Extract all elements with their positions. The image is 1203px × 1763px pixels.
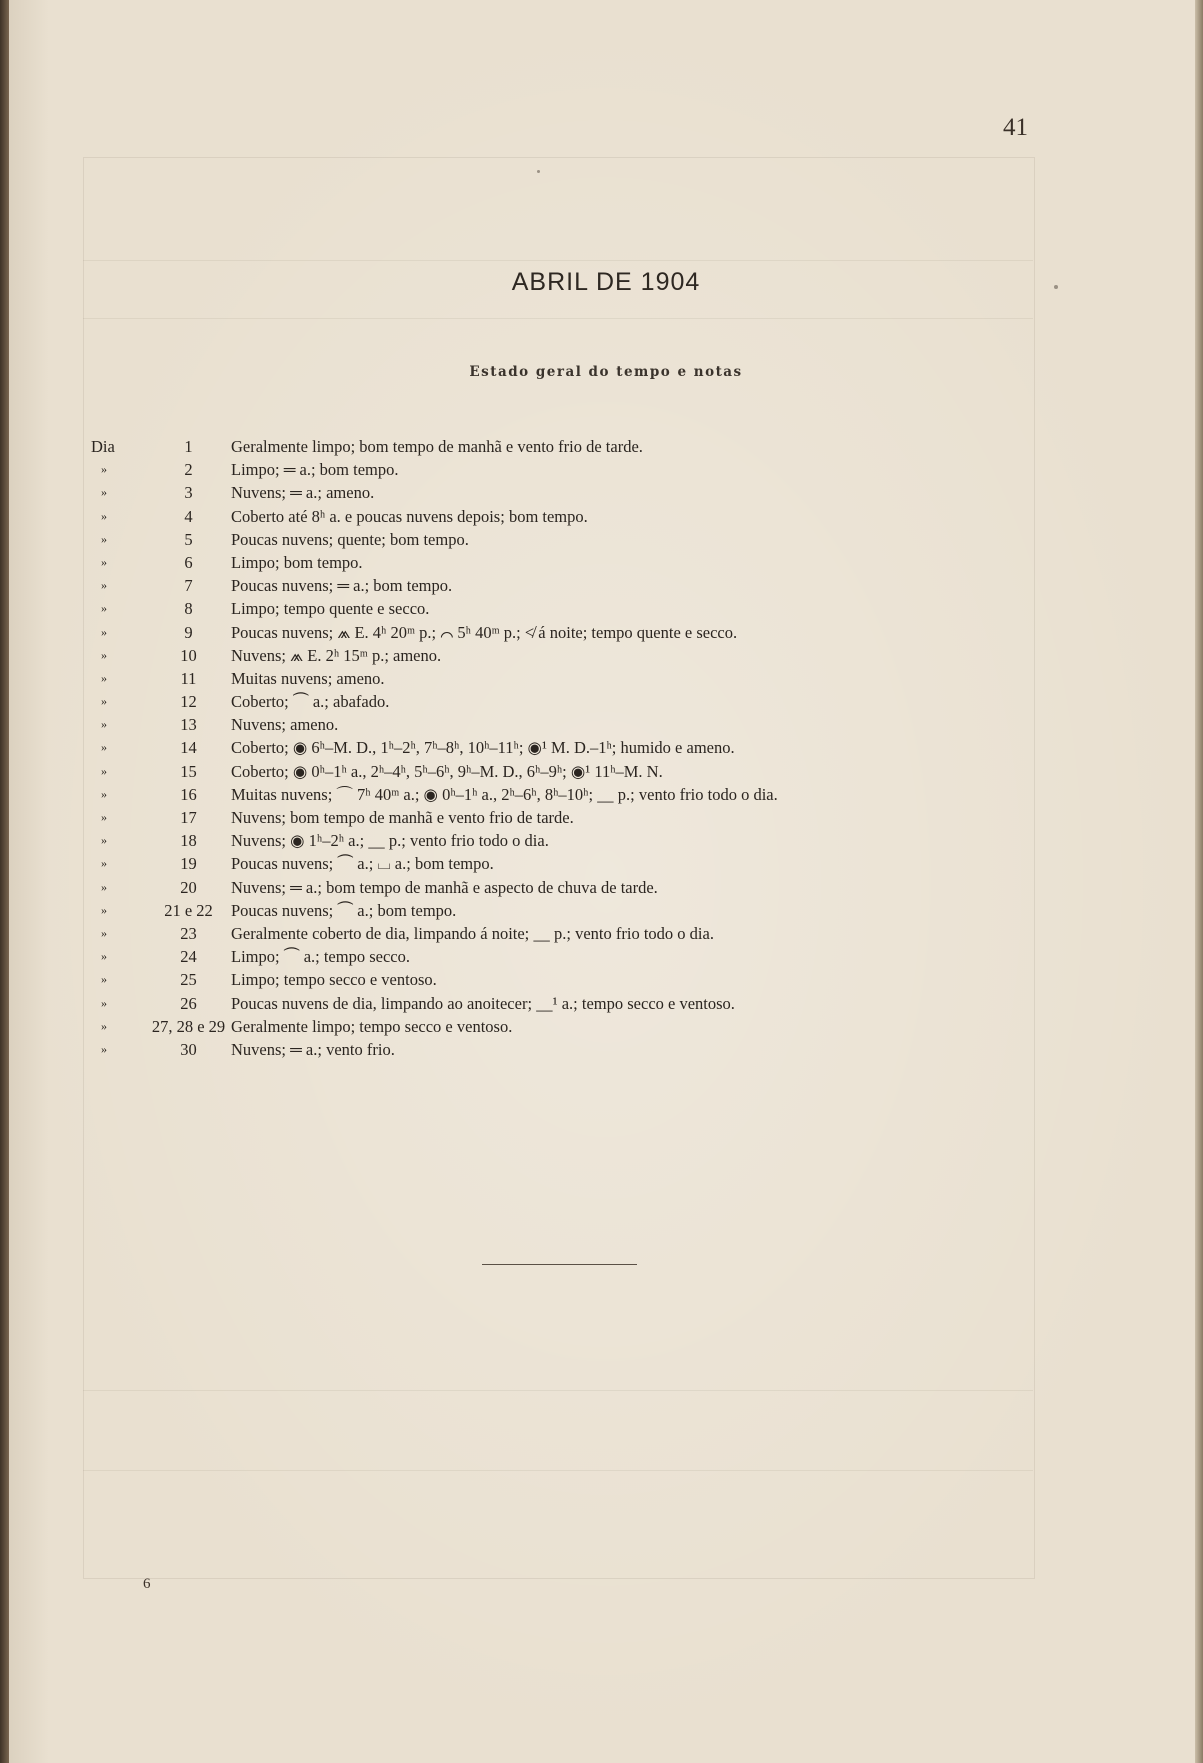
ditto-mark: » — [101, 833, 107, 848]
weather-note: Muitas nuvens; ⌒ 7ʰ 40ᵐ a.; ◉ 0ʰ–1ʰ a., 2ʰ–6ʰ, 8ʰ–10ʰ; ⸏ p.; vento frio todo o dia. — [231, 784, 778, 804]
day-entry-row — [81, 829, 1021, 852]
ditto-mark: » — [101, 763, 107, 778]
document-page — [9, 0, 1203, 1763]
weather-note: Poucas nuvens; quente; bom tempo. — [231, 529, 469, 549]
day-number: 5 — [184, 529, 193, 549]
day-number: 23 — [180, 923, 197, 943]
day-number: 25 — [180, 970, 197, 990]
ditto-mark: » — [101, 670, 107, 685]
day-entry-row — [81, 481, 1021, 504]
weather-notes-list — [81, 435, 1021, 1061]
day-entry-row — [81, 852, 1021, 875]
weather-note: Nuvens; ameno. — [231, 715, 339, 735]
bleed-through-line — [83, 1390, 1033, 1391]
ditto-mark: » — [101, 462, 107, 477]
ditto-mark: » — [101, 902, 107, 917]
weather-note: Poucas nuvens; ⏜ a.; bom tempo. — [231, 900, 457, 920]
day-entry-row — [81, 505, 1021, 528]
binding-spine — [0, 0, 9, 1763]
day-entry-row — [81, 713, 1021, 736]
weather-note: Muitas nuvens; ameno. — [231, 668, 385, 688]
day-entry-row — [81, 621, 1021, 644]
weather-note: Poucas nuvens; ⩕ E. 4ʰ 20ᵐ p.; ⌒ 5ʰ 40ᵐ p.; ≮ á noite; tempo quente e secco. — [231, 622, 738, 642]
day-entry-row — [81, 528, 1021, 551]
bleed-through-line — [83, 318, 1033, 319]
day-entry-row — [81, 783, 1021, 806]
ditto-mark: » — [101, 949, 107, 964]
ditto-mark: » — [101, 647, 107, 662]
ditto-mark: » — [101, 624, 107, 639]
ditto-mark: » — [101, 485, 107, 500]
day-entry-row — [81, 968, 1021, 991]
ditto-mark: » — [101, 925, 107, 940]
weather-note: Coberto até 8ʰ a. e poucas nuvens depois; bom tempo. — [231, 506, 588, 526]
day-entry-row — [81, 922, 1021, 945]
weather-note: Nuvens; ═ a.; vento frio. — [231, 1039, 395, 1059]
day-number: 15 — [180, 761, 197, 781]
weather-note: Limpo; tempo secco e ventoso. — [231, 970, 437, 990]
weather-note: Limpo; tempo quente e secco. — [231, 599, 430, 619]
weather-note: Poucas nuvens de dia, limpando ao anoitecer; ⸏¹ a.; tempo secco e ventoso. — [231, 993, 735, 1013]
ditto-mark: » — [101, 554, 107, 569]
day-number: 26 — [180, 993, 197, 1013]
day-number: 7 — [184, 576, 193, 596]
ditto-mark: » — [101, 995, 107, 1010]
page-edge — [1195, 0, 1203, 1763]
day-entry-row — [81, 899, 1021, 922]
day-entry-row — [81, 574, 1021, 597]
ditto-mark: » — [101, 740, 107, 755]
day-number: 14 — [180, 738, 197, 758]
bleed-through-line — [83, 260, 1033, 261]
day-number: 10 — [180, 645, 197, 665]
ditto-mark: » — [101, 508, 107, 523]
day-number: 9 — [184, 622, 193, 642]
day-label: Dia — [91, 437, 115, 456]
day-entry-row — [81, 760, 1021, 783]
ditto-mark: » — [101, 972, 107, 987]
day-number: 17 — [180, 808, 197, 827]
day-entry-row — [81, 597, 1021, 620]
day-number: 12 — [180, 692, 197, 712]
day-number: 1 — [184, 437, 193, 456]
weather-note: Limpo; ═ a.; bom tempo. — [231, 460, 399, 480]
weather-note: Limpo; ⏜ a.; tempo secco. — [231, 947, 410, 967]
day-number: 19 — [180, 854, 197, 874]
ditto-mark: » — [101, 578, 107, 593]
ditto-mark: » — [101, 717, 107, 732]
weather-note: Poucas nuvens; ⏜ a.; ⌴ a.; bom tempo. — [231, 854, 494, 874]
section-subtitle: Estado geral do tempo e notas — [469, 364, 743, 380]
day-entry-row — [81, 435, 1021, 458]
day-number: 8 — [184, 599, 193, 619]
weather-note: Nuvens; ⩕ E. 2ʰ 15ᵐ p.; ameno. — [231, 645, 442, 665]
paper-speck — [537, 170, 540, 173]
weather-note: Coberto; ◉ 6ʰ–M. D., 1ʰ–2ʰ, 7ʰ–8ʰ, 10ʰ–11ʰ; ◉¹ M. D.–1ʰ; humido e ameno. — [231, 738, 735, 758]
day-entry-row — [81, 458, 1021, 481]
ditto-mark: » — [101, 531, 107, 546]
weather-note: Nuvens; bom tempo de manhã e vento frio de tarde. — [231, 808, 574, 827]
weather-note: Nuvens; ═ a.; bom tempo de manhã e aspecto de chuva de tarde. — [231, 877, 658, 897]
day-number: 20 — [180, 877, 197, 897]
day-entry-row — [81, 644, 1021, 667]
bleed-through-line — [83, 1470, 1033, 1471]
day-number: 4 — [184, 506, 193, 526]
day-number: 21 e 22 — [164, 900, 213, 920]
ditto-mark: » — [101, 694, 107, 709]
day-number: 13 — [180, 715, 197, 735]
ditto-mark: » — [101, 1041, 107, 1056]
weather-note: Geralmente limpo; tempo secco e ventoso. — [231, 1016, 513, 1036]
weather-note: Nuvens; ◉ 1ʰ–2ʰ a.; ⸏ p.; vento frio todo o dia. — [231, 831, 549, 851]
page-title: ABRIL DE 1904 — [511, 268, 701, 296]
ditto-mark: » — [101, 856, 107, 871]
weather-note: Nuvens; ═ a.; ameno. — [231, 483, 375, 503]
weather-note: Poucas nuvens; ═ a.; bom tempo. — [231, 576, 453, 596]
weather-note: Geralmente limpo; bom tempo de manhã e vento frio de tarde. — [231, 437, 643, 456]
day-entry-row — [81, 1038, 1021, 1061]
ditto-mark: » — [101, 786, 107, 801]
day-number: 11 — [180, 668, 197, 688]
day-entry-row — [81, 736, 1021, 759]
ditto-mark: » — [101, 601, 107, 616]
weather-note: Geralmente coberto de dia, limpando á noite; ⸏ p.; vento frio todo o dia. — [231, 923, 714, 943]
day-entry-row — [81, 667, 1021, 690]
weather-note: Coberto; ◉ 0ʰ–1ʰ a., 2ʰ–4ʰ, 5ʰ–6ʰ, 9ʰ–M. D., 6ʰ–9ʰ; ◉¹ 11ʰ–M. N. — [231, 761, 663, 781]
day-number: 2 — [184, 460, 193, 480]
day-entry-row — [81, 551, 1021, 574]
day-entry-row — [81, 876, 1021, 899]
day-number: 16 — [180, 784, 197, 804]
day-entry-row — [81, 992, 1021, 1015]
ditto-mark: » — [101, 879, 107, 894]
ditto-mark: » — [101, 810, 107, 824]
page-number: 41 — [1003, 114, 1028, 141]
weather-note: Coberto; ⏜ a.; abafado. — [231, 692, 390, 712]
day-number: 6 — [184, 552, 193, 572]
closing-rule — [482, 1264, 637, 1265]
day-number: 18 — [180, 831, 197, 851]
weather-note: Limpo; bom tempo. — [231, 552, 363, 572]
day-number: 27, 28 e 29 — [151, 1016, 226, 1036]
day-number: 30 — [180, 1039, 197, 1059]
sheet-signature-mark: 6 — [143, 1576, 151, 1592]
ditto-mark: » — [101, 1018, 107, 1033]
day-entry-row — [81, 806, 1021, 829]
day-entry-row — [81, 1015, 1021, 1038]
day-number: 3 — [184, 483, 193, 503]
day-entry-row — [81, 690, 1021, 713]
day-entry-row — [81, 945, 1021, 968]
day-number: 24 — [180, 947, 197, 967]
